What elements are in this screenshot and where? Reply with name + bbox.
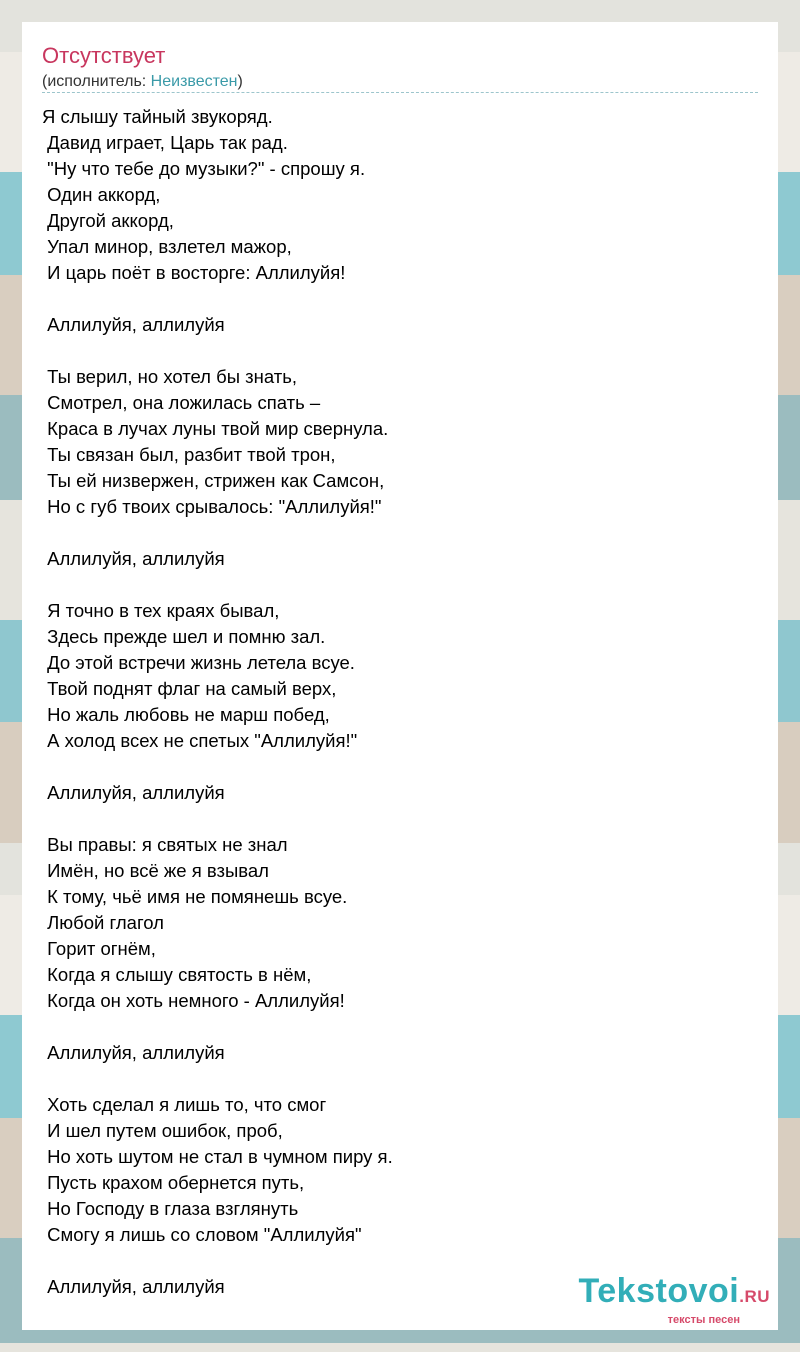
lyric-line: Аллилуйя, аллилуйя [42,782,225,803]
lyric-line: Но Господу в глаза взглянуть [42,1198,299,1219]
lyric-line [42,520,393,546]
lyric-line: Хоть сделал я лишь то, что смог [42,1094,327,1115]
lyric-line [42,1248,393,1274]
lyric-line: И шел путем ошибок, проб, [42,1120,283,1141]
performer-suffix: ) [237,73,243,90]
lyric-line [42,572,393,598]
lyric-line: Горит огнём, [42,938,156,959]
lyric-line: Вы правы: я святых не знал [42,834,288,855]
lyric-line: Ты связан был, разбит твой трон, [42,444,336,465]
lyrics-card [22,22,778,1330]
lyric-line: Я точно в тех краях бывал, [42,600,280,621]
logo-tld: .RU [739,1287,770,1306]
song-title: Отсутствует [42,43,166,68]
lyric-line: До этой встречи жизнь летела всуе. [42,652,355,673]
lyric-line [42,806,393,832]
lyric-line: Когда он хоть немного - Аллилуйя! [42,990,345,1011]
lyric-line [42,754,393,780]
performer-line [42,72,243,92]
lyric-line: Но хоть шутом не стал в чумном пиру я. [42,1146,393,1167]
logo-name: Tekstovoi [578,1272,740,1310]
artist-link[interactable]: Неизвестен [150,73,238,90]
lyric-line: Твой поднят флаг на самый верх, [42,678,337,699]
lyric-line: Аллилуйя, аллилуйя [42,548,225,569]
lyric-line: Но жаль любовь не марш побед, [42,704,330,725]
lyric-line: И царь поёт в восторге: Аллилуйя! [42,262,346,283]
lyric-line [42,338,393,364]
lyric-line: Но с губ твоих срывалось: "Аллилуйя!" [42,496,382,517]
logo-tagline: тексты песен [667,1314,740,1326]
lyric-line: Смотрел, она ложилась спать – [42,392,321,413]
logo-wordmark [579,1274,770,1314]
lyric-line: Имён, но всё же я взывал [42,860,269,881]
site-logo[interactable] [579,1274,770,1326]
lyric-line: Когда я слышу святость в нём, [42,964,312,985]
lyric-line: Аллилуйя, аллилуйя [42,314,225,335]
lyric-line: А холод всех не спетых "Аллилуйя!" [42,730,358,751]
lyric-line [42,1014,393,1040]
lyric-line: Краса в лучах луны твой мир свернула. [42,418,389,439]
performer-prefix: (исполнитель: [42,73,151,90]
lyric-line: К тому, чьё имя не помянешь всуе. [42,886,348,907]
lyric-line: Один аккорд, [42,184,161,205]
lyric-line [42,286,393,312]
lyric-line: Смогу я лишь со словом "Аллилуйя" [42,1224,362,1245]
lyric-line: Аллилуйя, аллилуйя [42,1042,225,1063]
lyric-line: Пусть крахом обернется путь, [42,1172,305,1193]
lyrics-text [42,104,393,1300]
lyric-line: Ты ей низвержен, стрижен как Самсон, [42,470,385,491]
lyric-line: Любой глагол [42,912,164,933]
lyric-line: Аллилуйя, аллилуйя [42,1276,225,1297]
lyric-line: Упал минор, взлетел мажор, [42,236,292,257]
lyric-line: "Ну что тебе до музыки?" - спрошу я. [42,158,366,179]
lyric-line: Я слышу тайный звукоряд. [42,106,273,127]
lyric-line [42,1066,393,1092]
lyric-line: Ты верил, но хотел бы знать, [42,366,297,387]
lyric-line: Давид играет, Царь так рад. [42,132,288,153]
header-divider [42,92,758,93]
lyric-line: Другой аккорд, [42,210,174,231]
lyric-line: Здесь прежде шел и помню зал. [42,626,326,647]
